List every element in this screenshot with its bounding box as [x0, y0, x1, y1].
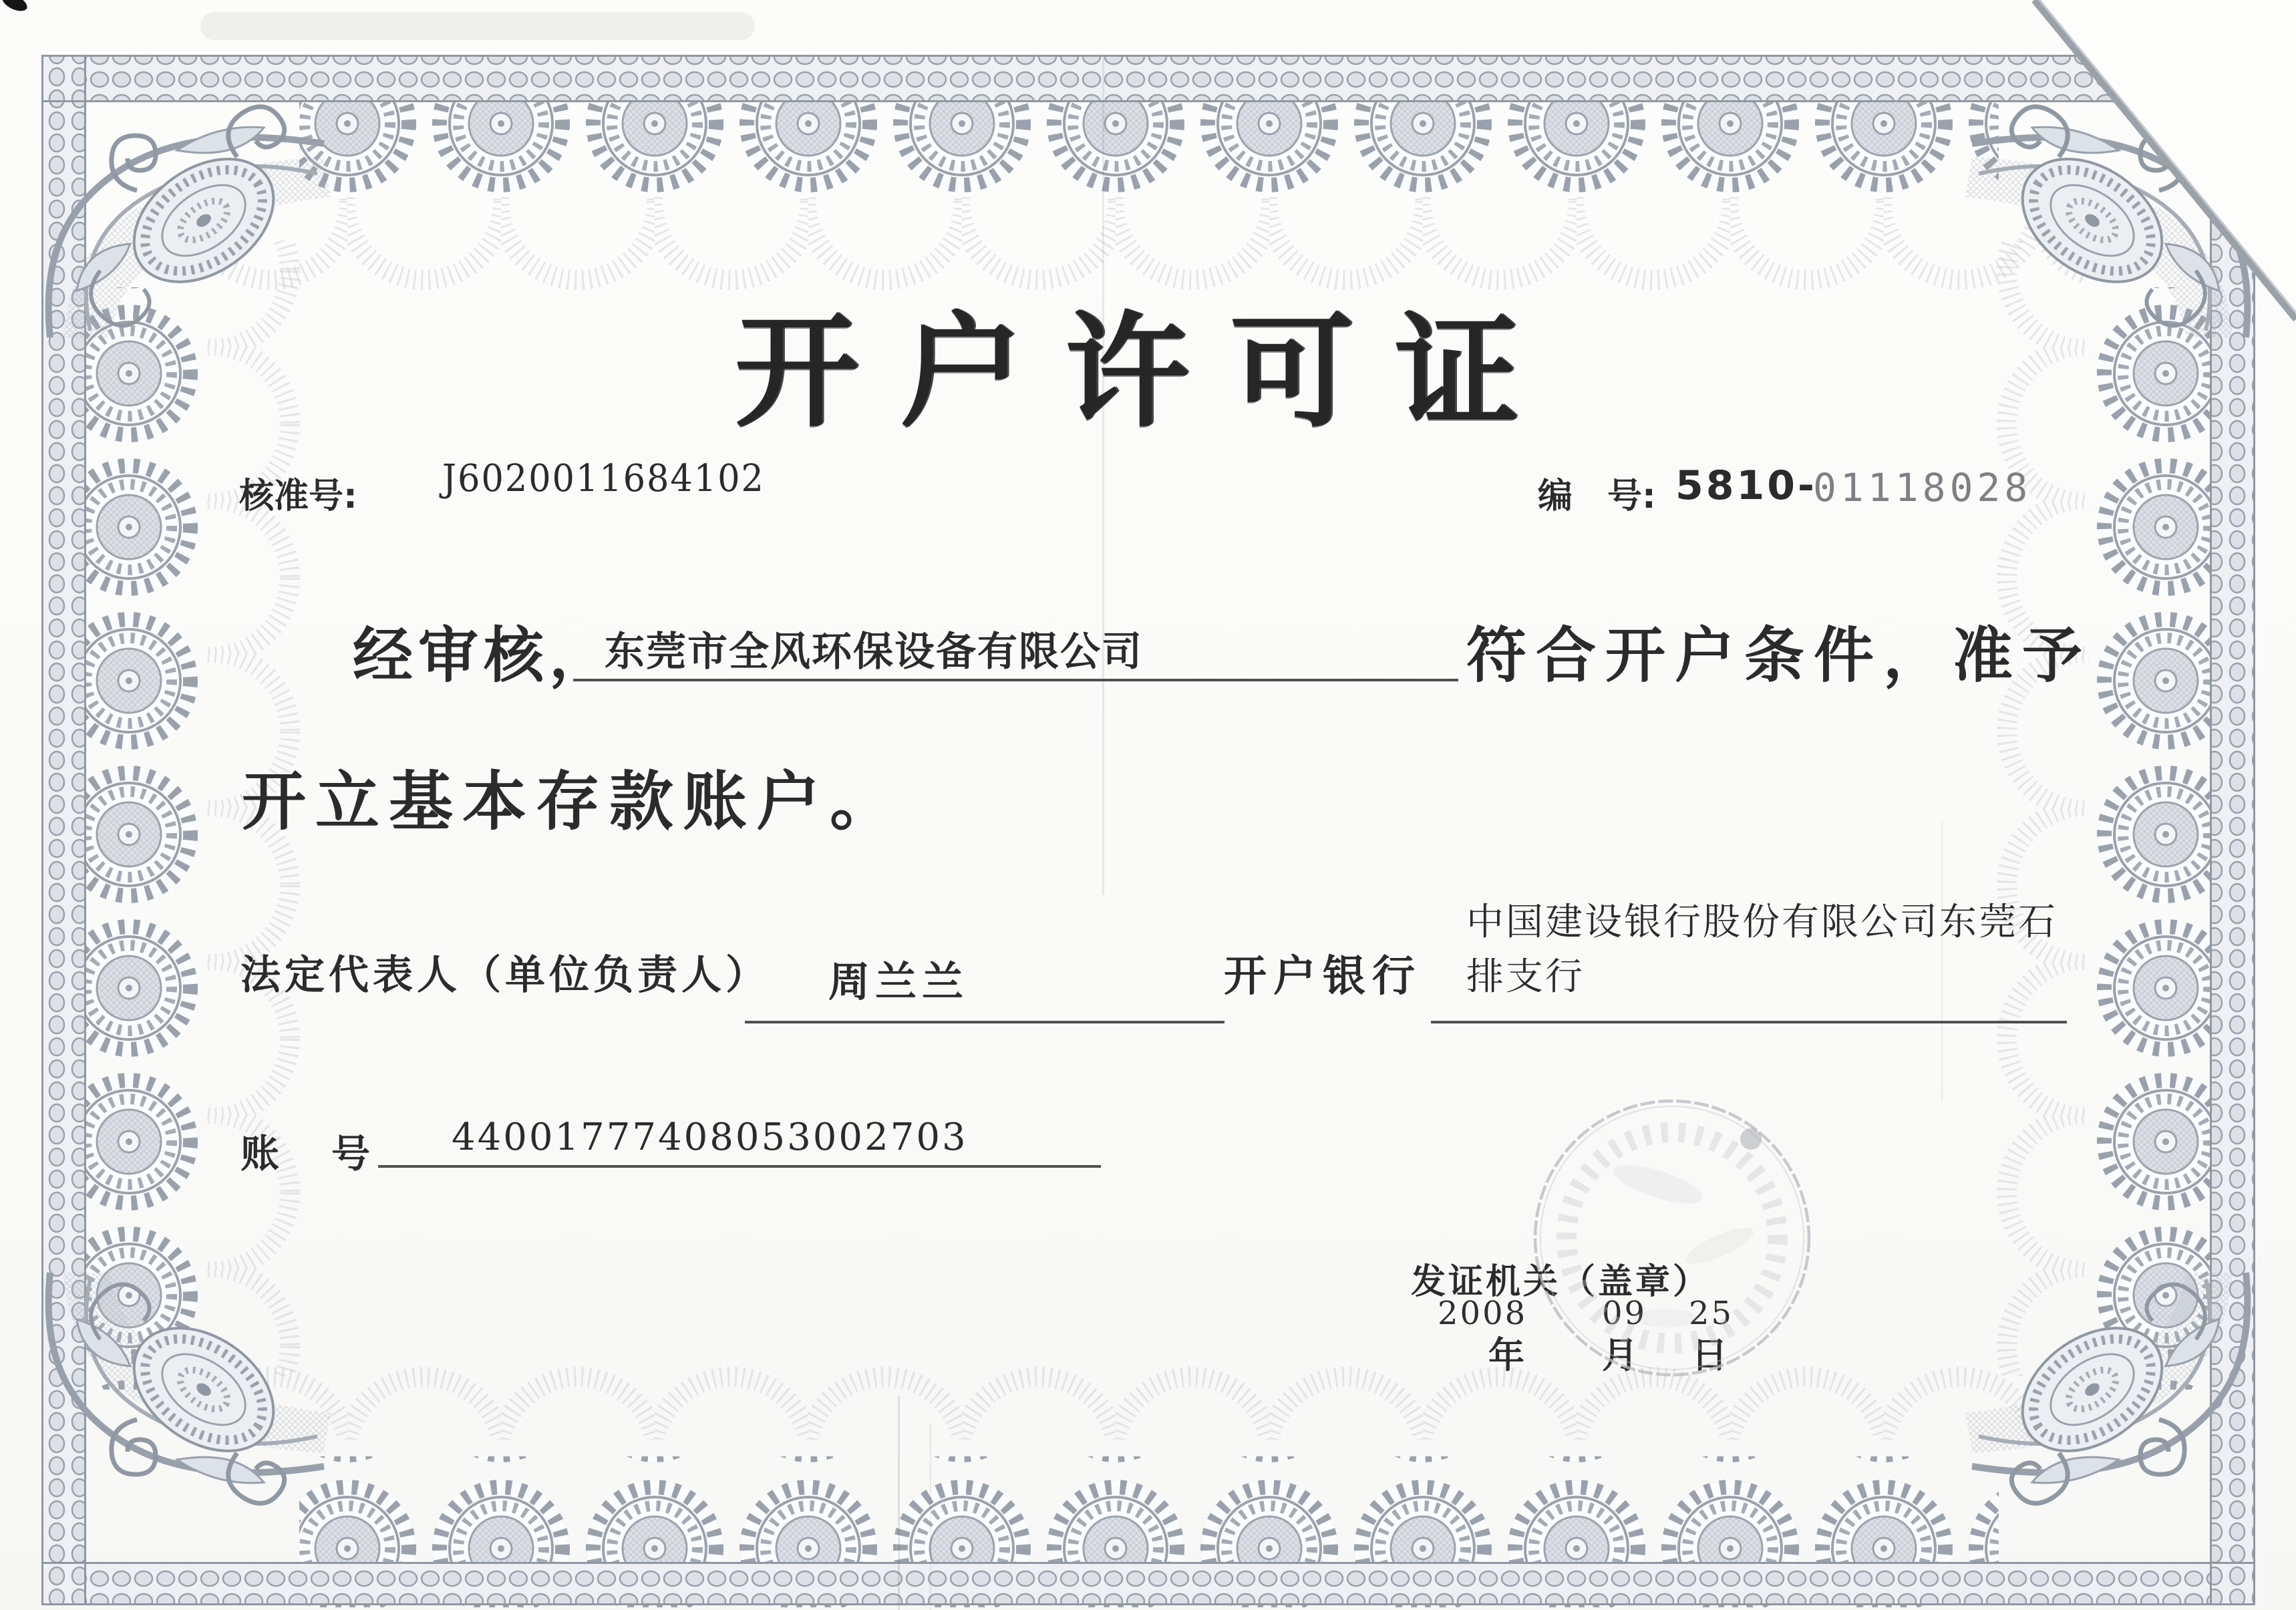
legal-representative-name: 周兰兰	[828, 957, 969, 1006]
account-number-value: 44001777408053002703	[452, 1116, 968, 1159]
company-underline	[573, 679, 1458, 681]
reviewed-text: 经审核，	[353, 621, 615, 691]
opening-bank-name-line2: 排支行	[1466, 955, 1585, 999]
opening-bank-name-line1: 中国建设银行股份有限公司东莞石	[1466, 901, 2058, 944]
month-unit-label: 月	[1602, 1334, 1638, 1376]
legal-representative-underline	[745, 1021, 1224, 1023]
issue-month: 09	[1602, 1295, 1647, 1332]
serial-number-stamped: 01118028	[1813, 465, 2032, 510]
account-number-underline	[378, 1165, 1101, 1168]
opening-bank-label: 开户银行	[1224, 952, 1422, 1001]
account-type-text: 开立基本存款账户。	[242, 764, 903, 839]
issue-day: 25	[1689, 1295, 1734, 1332]
opening-bank-underline	[1431, 1021, 2067, 1023]
serial-number-label: 编 号:	[1538, 476, 1656, 516]
account-number-label: 账 号	[240, 1131, 377, 1176]
year-unit-label: 年	[1488, 1334, 1524, 1376]
serial-number-prefix: 5810-	[1675, 462, 1817, 509]
approval-number-label: 核准号:	[239, 476, 357, 516]
scan-smudge	[200, 12, 755, 40]
day-unit-label: 日	[1691, 1334, 1728, 1376]
legal-representative-label: 法定代表人（单位负责人）	[240, 952, 770, 999]
issue-year: 2008	[1438, 1295, 1528, 1332]
approval-number-value: J6020011684102	[442, 457, 765, 500]
qualifies-text: 符合开户条件，准予	[1466, 621, 2092, 691]
company-name: 东莞市全风环保设备有限公司	[605, 629, 1143, 675]
certificate-title: 开户许可证	[735, 299, 1560, 444]
issuing-authority-label: 发证机关（盖章）	[1411, 1262, 1711, 1302]
